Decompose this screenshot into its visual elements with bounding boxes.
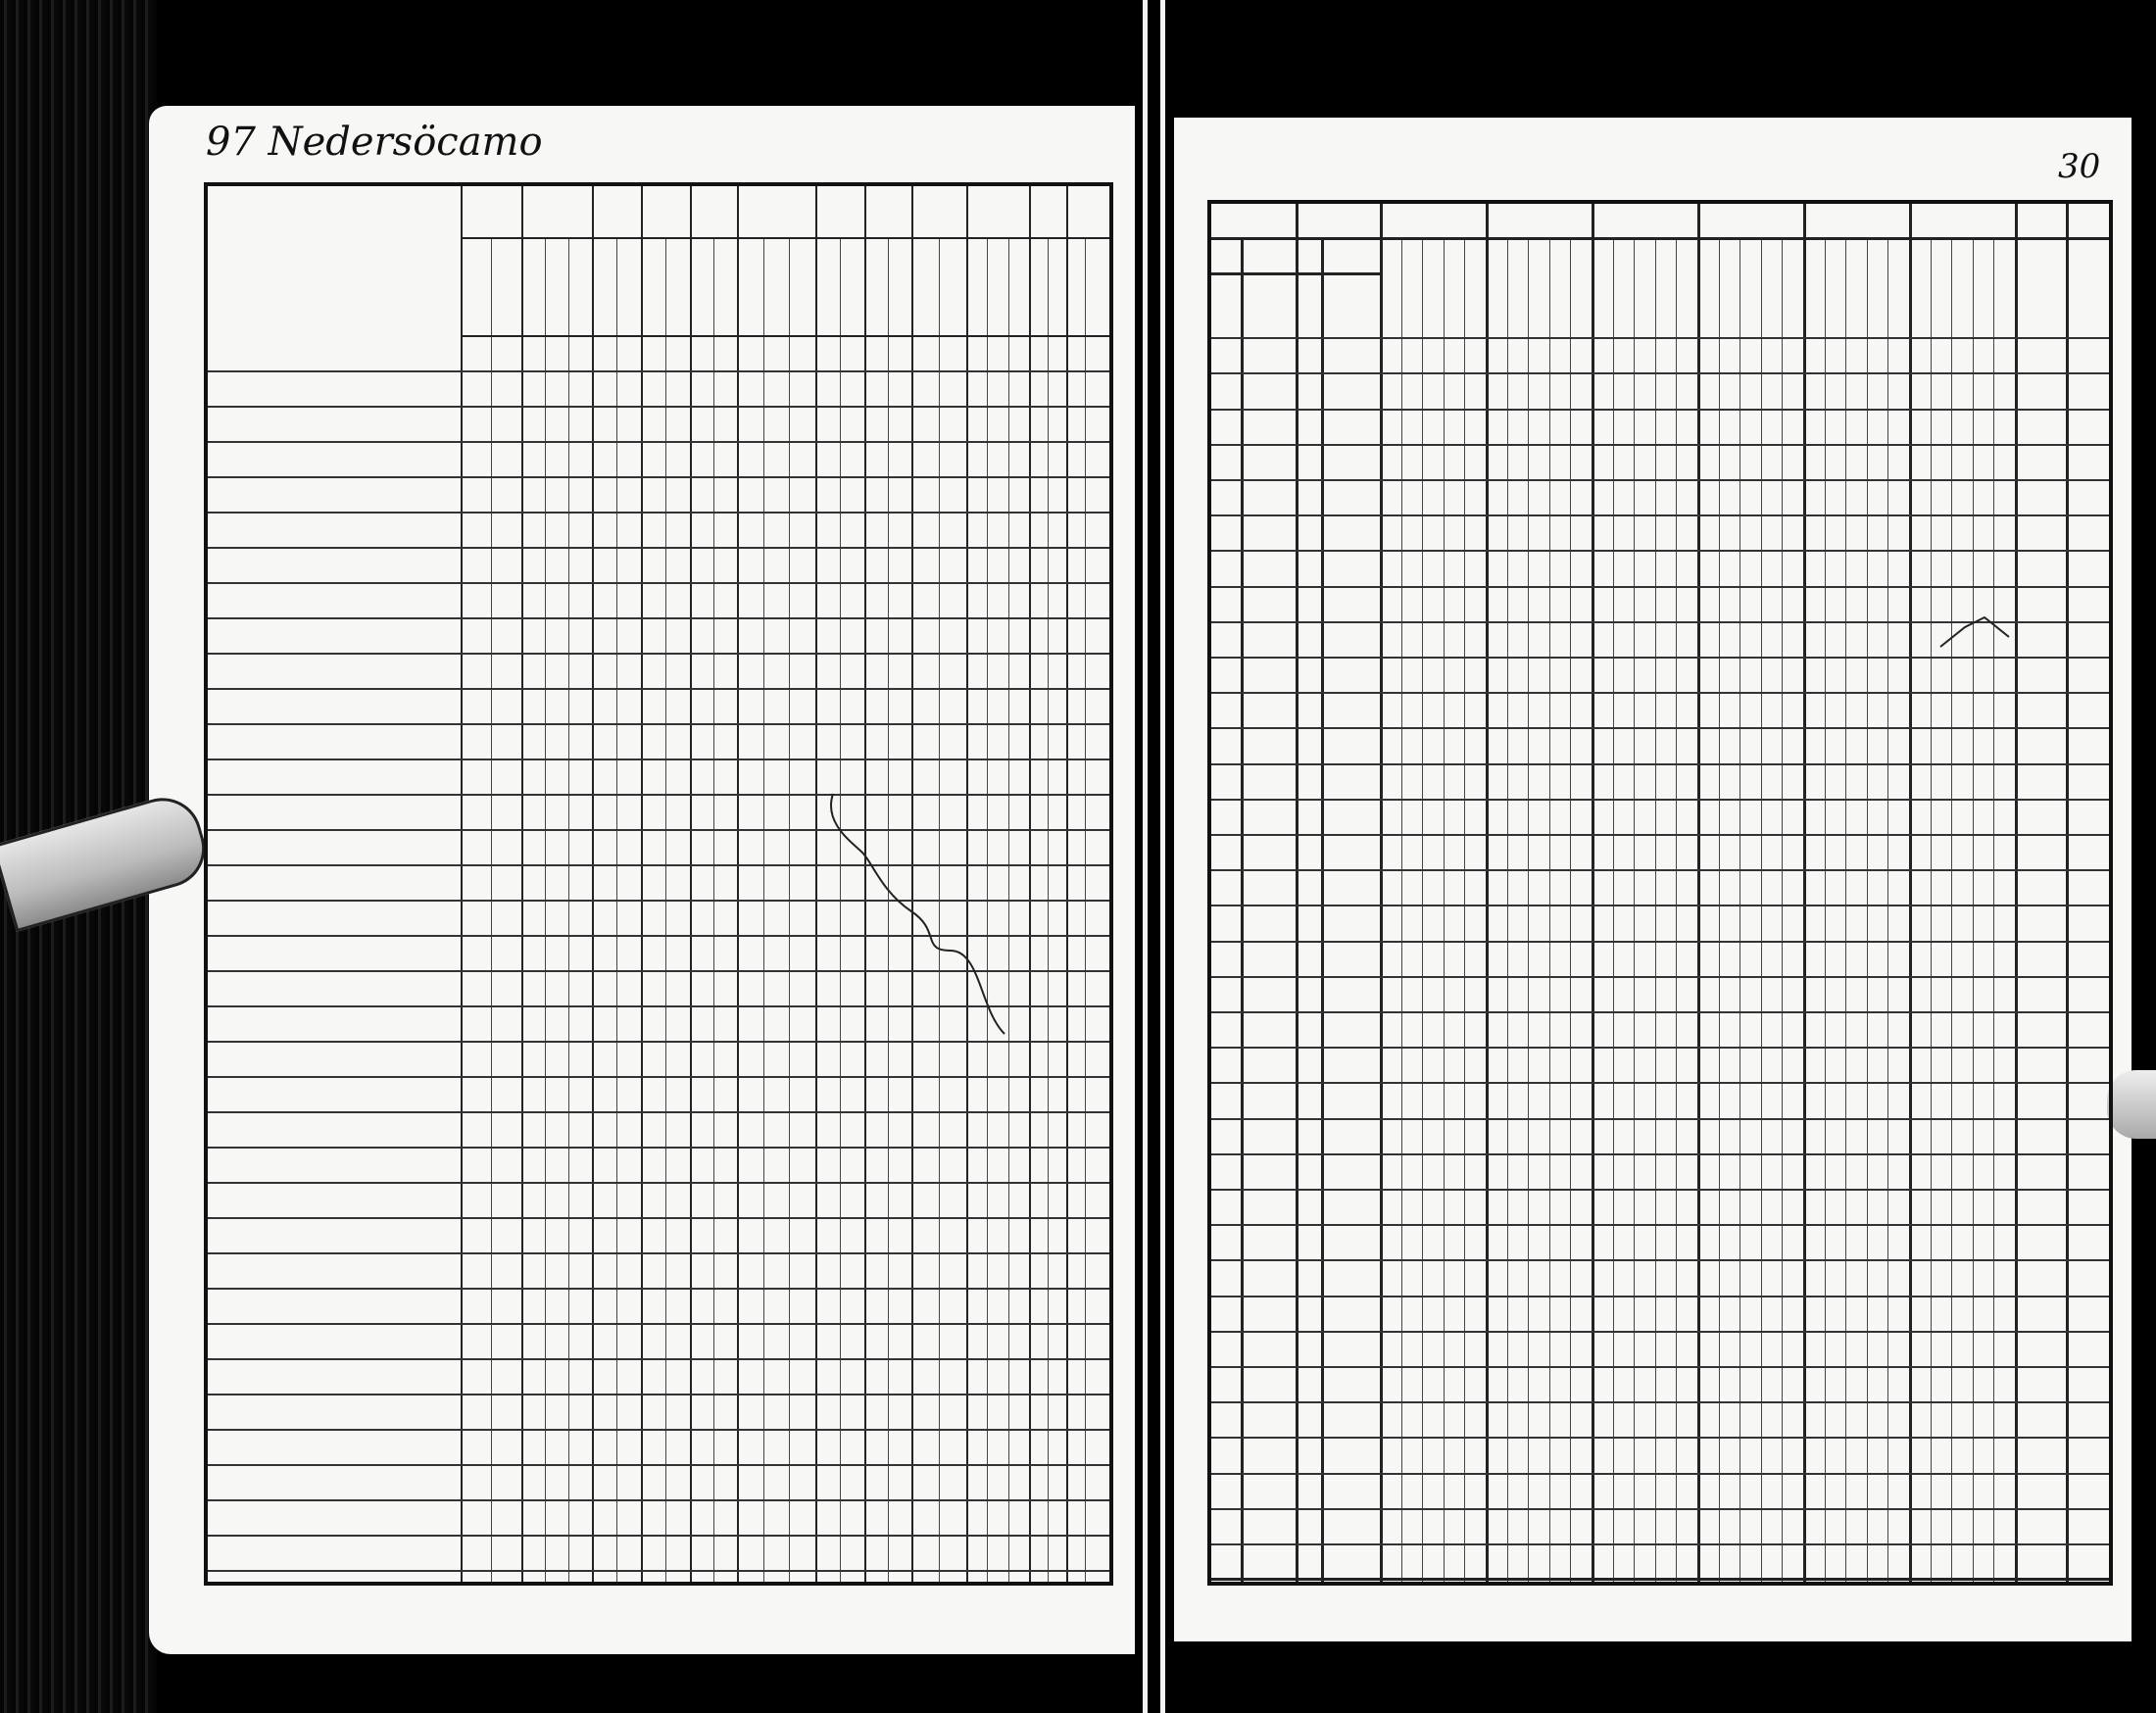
column-divider (737, 186, 739, 1582)
subcolumn-divider (1422, 237, 1423, 1582)
ruled-line (208, 653, 1109, 655)
ruled-line (208, 1429, 1109, 1431)
subcolumn-divider (1825, 237, 1826, 1582)
subcolumn-divider (1782, 237, 1783, 1582)
ruled-line (208, 441, 1109, 443)
ruled-line (208, 1535, 1109, 1537)
subcolumn-divider (491, 237, 492, 1582)
ruled-line (1211, 1047, 2109, 1049)
subcolumn-divider (616, 237, 617, 1582)
subcolumn-divider (789, 237, 790, 1582)
subcolumn-divider (665, 237, 666, 1582)
year-divider (1380, 204, 1383, 1582)
ruled-line (208, 512, 1109, 514)
subcolumn-divider (763, 237, 764, 1582)
ruled-line (208, 1288, 1109, 1290)
subcolumn-divider (1887, 237, 1888, 1582)
subcolumn-divider (713, 237, 714, 1582)
ruled-line (208, 370, 1109, 372)
header-divider (1211, 237, 1380, 240)
subcolumn-divider (1634, 237, 1635, 1582)
ruled-line (208, 1111, 1109, 1113)
ruled-line (208, 406, 1109, 408)
year-divider (1697, 204, 1700, 1582)
book-gutter (1135, 0, 1174, 1713)
page-tab-marker-right (2107, 1070, 2156, 1139)
subcolumn-divider (1761, 237, 1762, 1582)
column-divider (1321, 237, 1324, 1582)
ruled-line (1211, 1259, 2109, 1261)
ruled-line (1211, 1189, 2109, 1191)
ruled-line (1211, 941, 2109, 943)
ruled-line (1211, 1224, 2109, 1226)
subcolumn-divider (1048, 237, 1049, 1582)
column-divider (1241, 237, 1244, 1582)
subheader-divider (461, 335, 1109, 337)
column-divider (521, 186, 523, 1582)
ruled-line (1211, 372, 2109, 374)
ruled-line (208, 1570, 1109, 1572)
ruled-line (208, 582, 1109, 584)
subcolumn-divider (1676, 237, 1677, 1582)
subheader-divider (1211, 272, 1380, 275)
right-edge (2132, 0, 2156, 1713)
ruled-line (1211, 1082, 2109, 1084)
ruled-line (1211, 586, 2109, 588)
ruled-line (1211, 337, 2109, 339)
ruled-line (208, 759, 1109, 760)
ruled-line (1211, 1401, 2109, 1403)
ruled-line (208, 723, 1109, 725)
ruled-line (208, 1394, 1109, 1395)
year-divider (1909, 204, 1912, 1582)
ruled-line (208, 1358, 1109, 1360)
subcolumn-divider (1993, 237, 1994, 1582)
ruled-line (1211, 550, 2109, 552)
column-divider (592, 186, 594, 1582)
subcolumn-divider (1507, 237, 1508, 1582)
ruled-line (1211, 514, 2109, 516)
subcolumn-divider (1464, 237, 1465, 1582)
year-divider (1486, 204, 1489, 1582)
ruled-line (208, 1076, 1109, 1078)
column-divider (461, 186, 463, 1582)
subcolumn-divider (1655, 237, 1656, 1582)
column-divider (641, 186, 643, 1582)
ruled-line (208, 1041, 1109, 1043)
page-header: 97 Nedersöcamo (206, 120, 543, 165)
header-divider (1380, 237, 2109, 240)
ruled-line (1211, 1437, 2109, 1439)
ruled-line (1211, 976, 2109, 978)
year-divider (1803, 204, 1806, 1582)
ruled-line (208, 1464, 1109, 1466)
ruled-line (1211, 1296, 2109, 1297)
ruled-line (1211, 1543, 2109, 1545)
ruled-line (1211, 409, 2109, 411)
subcolumn-divider (1570, 237, 1571, 1582)
ruled-line (1211, 1118, 2109, 1120)
subcolumn-divider (1549, 237, 1550, 1582)
column-divider (1296, 204, 1298, 1582)
ruled-line (208, 547, 1109, 549)
ruled-line (1211, 657, 2109, 659)
ruled-line (208, 1499, 1109, 1501)
ruled-line (1211, 1011, 2109, 1013)
column-divider (815, 186, 817, 1582)
ruled-line (208, 1147, 1109, 1149)
column-divider (1029, 186, 1031, 1582)
ruled-line (1211, 763, 2109, 765)
ruled-line (208, 1252, 1109, 1254)
year-divider (1592, 204, 1594, 1582)
subcolumn-divider (1719, 237, 1720, 1582)
ruled-line (1211, 1331, 2109, 1333)
ruled-line (208, 617, 1109, 619)
column-divider (1066, 186, 1068, 1582)
subcolumn-divider (1085, 237, 1086, 1582)
ruled-line (1211, 1508, 2109, 1510)
subcolumn-divider (1444, 237, 1445, 1582)
subcolumn-divider (1528, 237, 1529, 1582)
gutter-line (1143, 0, 1148, 1713)
ruled-line (208, 1217, 1109, 1219)
ruled-line (1211, 834, 2109, 836)
subcolumn-divider (1931, 237, 1932, 1582)
ruled-line (208, 688, 1109, 690)
ruled-line (1211, 692, 2109, 694)
ruled-line (1211, 444, 2109, 446)
subcolumn-divider (1845, 237, 1846, 1582)
ruled-line (1211, 1153, 2109, 1155)
ruled-line (208, 1323, 1109, 1325)
ruled-line (208, 476, 1109, 478)
subcolumn-divider (1867, 237, 1868, 1582)
subcolumn-divider (1951, 237, 1952, 1582)
subcolumn-divider (1613, 237, 1614, 1582)
ink-stroke (1936, 608, 2014, 657)
column-divider (2015, 204, 2018, 1582)
ruled-line (1211, 1473, 2109, 1475)
subcolumn-divider (568, 237, 569, 1582)
bottom-rule (1211, 1578, 2109, 1581)
ruled-line (208, 1182, 1109, 1184)
ruled-line (1211, 1366, 2109, 1368)
column-divider (690, 186, 692, 1582)
subcolumn-divider (1401, 237, 1402, 1582)
ruled-line (1211, 869, 2109, 871)
column-divider (2066, 204, 2069, 1582)
header-divider (461, 237, 1109, 239)
subcolumn-divider (545, 237, 546, 1582)
subcolumn-divider (1973, 237, 1974, 1582)
ruled-line (1211, 479, 2109, 481)
birth-death-register-table (1207, 200, 2113, 1586)
ruled-line (1211, 727, 2109, 729)
ink-scribble (823, 784, 1019, 1039)
ruled-line (1211, 799, 2109, 801)
gutter-line (1160, 0, 1165, 1713)
ruled-line (1211, 905, 2109, 906)
page-number: 30 (2058, 147, 2101, 186)
